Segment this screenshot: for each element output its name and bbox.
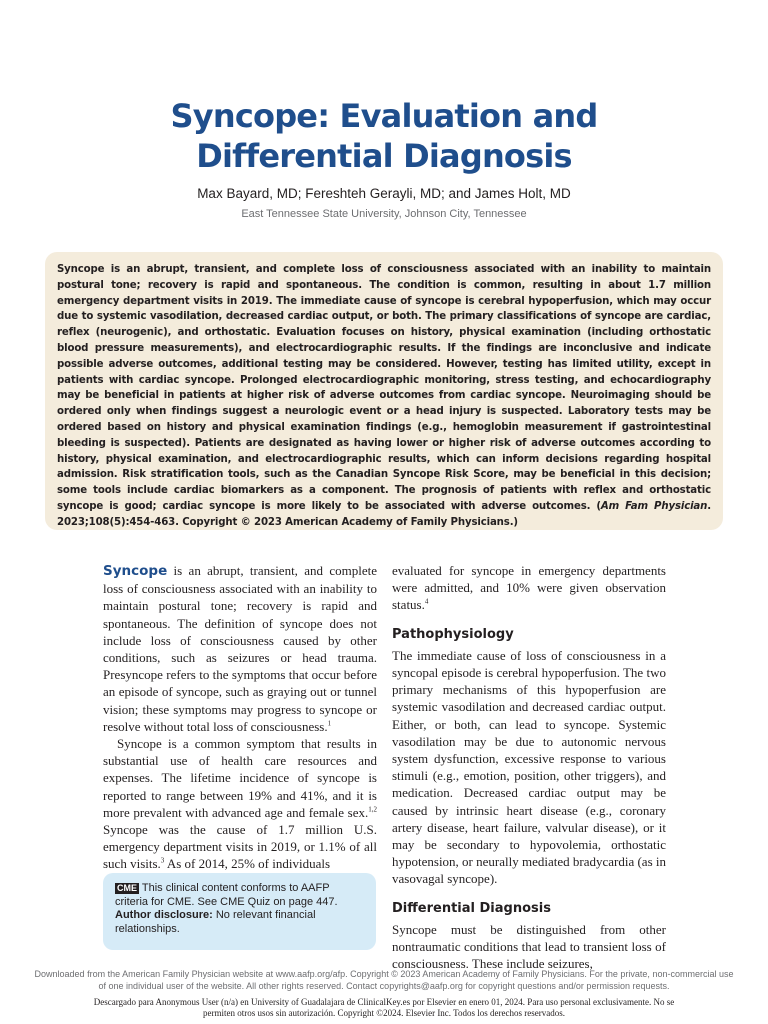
cme-info-box — [103, 873, 376, 950]
intro-text: is an abrupt, transient, and complete loss of consciousness associated with an inability to maintain postural tone; recovery is rapid and spontaneous. The definition of syncope does not include loss of consciousness caused by other conditions, such as seizures or head trauma. Presyncope refers to the symptoms that occur before an episode of syncope, such as graying out or tunnel vision; these symptoms may progress to syncope or resolve without total loss of consciousness. — [103, 563, 377, 734]
continuation-text: evaluated for syncope in emergency departments were admitted, and 10% were given observation status. — [392, 563, 666, 613]
pathophysiology-paragraph: The immediate cause of loss of consciousness in a syncopal episode is cerebral hypoperfusion. The two primary mechanisms of this hypoperfusion are systemic vasodilation and decreased cardiac output. Either, or both, can lead to syncope. Systemic vasodilation may be due to autonomic nervous system dysfunction, excessive response to various stimuli (e.g., emotion, position, other triggers), and medication. Decreased cardiac output may be caused by intrinsic heart disease (e.g., coronary artery disease, heart failure, valvular disease), or it may be secondary to hypovolemia, orthostatic hypotension, or neurally mediated bradycardia (as in vasovagal syncope). — [392, 647, 666, 887]
cme-statement — [115, 882, 364, 909]
intro-paragraph — [103, 562, 377, 735]
differential-diagnosis-paragraph: Syncope must be distinguished from other nontraumatic conditions that lead to transient loss of consciousness. These include seizures, — [392, 921, 666, 972]
right-column — [392, 562, 666, 972]
continuation-paragraph — [392, 562, 666, 614]
affiliation: East Tennessee State University, Johnson City, Tennessee — [241, 208, 527, 220]
disclosure-text: No relevant financial relationships. — [115, 909, 316, 935]
section-heading-pathophysiology: Pathophysiology — [392, 626, 514, 642]
left-column — [103, 562, 377, 873]
authors: Max Bayard, MD; Fereshteh Gerayli, MD; and James Holt, MD — [197, 186, 571, 201]
abstract-citation-journal: Am Fam Physician — [600, 500, 708, 512]
download-notice: Downloaded from the American Family Physician website at www.aafp.org/afp. Copyright © 2023 American Academy of Family Physicians. For the private, non-commercial use of one individual user of the website. All other rights reserved. Contact copyrights@aafp.org for copyright questions and/or permission requests. — [34, 969, 734, 991]
incidence-text-b: Syncope was the cause of 1.7 million U.S. emergency department visits in 2019, or 1.1% of all such visits. — [103, 822, 377, 872]
cme-badge: CME — [117, 883, 137, 893]
reference-marker: 4 — [424, 598, 429, 607]
incidence-paragraph — [103, 735, 377, 873]
article-title — [0, 96, 768, 176]
lead-word: Syncope — [103, 563, 168, 579]
incidence-text-a: Syncope is a common symptom that results in substantial use of health care resources and expenses. The lifetime incidence of syncope is reported to range between 19% and 41%, and it is more prevalent with advanced age and female sex. — [103, 736, 377, 820]
abstract-citation-rest: . 2023;108(5):454-463. Copyright © 2023 American Academy of Family Physicians.) — [57, 500, 711, 528]
title-line-2: Differential Diagnosis — [196, 137, 572, 175]
incidence-text-c: As of 2014, 25% of individuals — [164, 856, 331, 872]
abstract-box — [45, 252, 723, 530]
cme-text: This clinical content conforms to AAFP criteria for CME. See CME Quiz on page 447. — [115, 882, 338, 908]
reference-marker: 1,2 — [368, 805, 377, 814]
elsevier-notice: Descargado para Anonymous User (n/a) en University of Guadalajara de ClinicalKey.es por Elsevier en enero 01, 2024. Para uso personal exclusivamente. No se permiten otros usos sin autorización. Copyright ©2024. Elsevier Inc. Todos los derechos reservados. — [93, 997, 675, 1018]
author-disclosure — [115, 909, 364, 936]
section-heading-differential-diagnosis: Differential Diagnosis — [392, 900, 551, 916]
reference-marker: 3 — [160, 857, 165, 866]
abstract-body: Syncope is an abrupt, transient, and complete loss of consciousness associated with an inability to maintain postural tone; recovery is rapid and spontaneous. The condition is common, resulting in about 1.7 million emergency department visits in 2019. The immediate cause of syncope is cerebral hypoperfusion, which may occur due to systemic vasodilation, decreased cardiac output, or both. The primary classifications of syncope are cardiac, reflex (neurogenic), and orthostatic. Evaluation focuses on history, physical examination (including orthostatic blood pressure measurements), and electrocardiographic results. If the findings are inconclusive and indicate possible adverse outcomes, additional testing may be considered. However, testing has limited utility, except in patients with cardiac syncope. Prolonged electrocardiographic monitoring, stress testing, and echocardiography may be beneficial in patients at higher risk of adverse outcomes from cardiac syncope. Neuroimaging should be ordered only when findings suggest a neurologic event or a head injury is suspected. Laboratory tests may be ordered based on history and physical examination findings (e.g., hemoglobin measurement if gastrointestinal bleeding is suspected). Patients are designated as having lower or higher risk of adverse outcomes according to history, physical examination, and electrocardiographic results, which can inform decisions regarding hospital admission. Risk stratification tools, such as the Canadian Syncope Risk Score, may be beneficial in this decision; some tools include cardiac biomarkers as a component. The prognosis of patients with reflex and orthostatic syncope is good; cardiac syncope is more likely to be associated with adverse outcomes. ( — [57, 264, 711, 512]
reference-marker: 1 — [327, 719, 332, 728]
title-line-1: Syncope: Evaluation and — [170, 97, 598, 135]
disclosure-label: Author disclosure: — [115, 909, 213, 921]
